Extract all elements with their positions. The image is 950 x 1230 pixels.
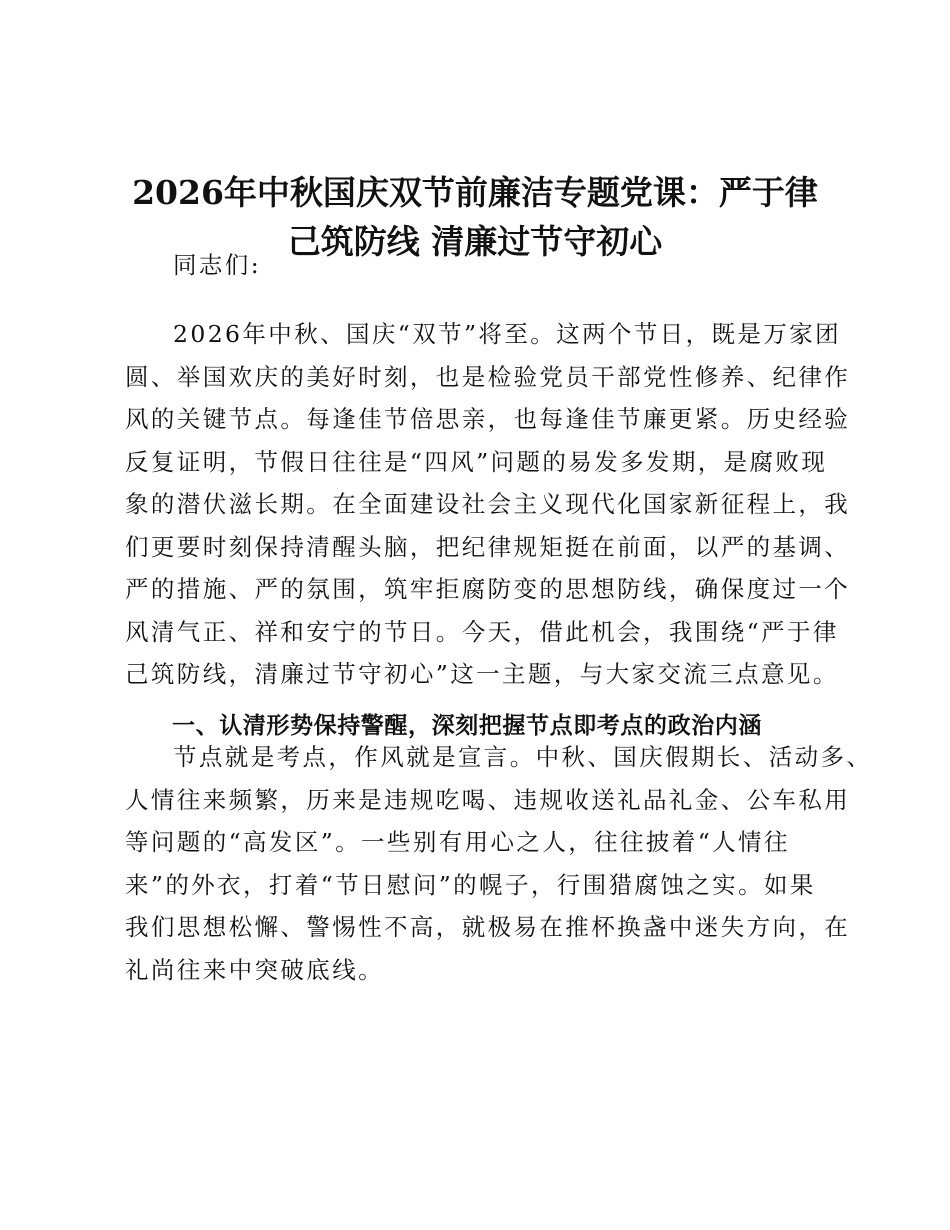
paragraph-1 <box>125 313 851 696</box>
paragraph-line: 2026年中秋、国庆“双节”将至。这两个节日，既是万家团 <box>173 320 842 348</box>
title-line-2: 己筑防线 清廉过节守初心 <box>287 222 663 261</box>
paragraph-line: 们更要时刻保持清醒头脑，把纪律规矩挺在前面，以严的基调、 <box>125 532 851 561</box>
salutation: 同志们: <box>173 251 262 279</box>
section-heading-1: 一、认清形势保持警醒，深刻把握节点即考点的政治内涵 <box>172 713 762 739</box>
paragraph-line: 己筑防线，清廉过节守初心”这一主题，与大家交流三点意见。 <box>125 660 839 688</box>
paragraph-line: 来”的外衣，打着“节日慰问”的幌子，行围猎腐蚀之实。如果 <box>125 870 816 899</box>
paragraph-line: 象的潜伏滋长期。在全面建设社会主义现代化国家新征程上，我 <box>125 490 851 518</box>
salutation-block <box>125 244 837 287</box>
paragraph-line: 严的措施、严的氛围，筑牢拒腐防变的思想防线，确保度过一个 <box>125 575 851 603</box>
title-line-1: 2026年中秋国庆双节前廉洁专题党课：严于律 <box>132 173 818 212</box>
paragraph-line: 反复证明，节假日往往是“四风”问题的易发多发期，是腐败现 <box>125 447 828 476</box>
paragraph-line: 风清气正、祥和安宁的节日。今天，借此机会，我围绕“严于律 <box>125 617 839 646</box>
paragraph-line: 礼尚往来中突破底线。 <box>125 955 384 984</box>
paragraph-line: 风的关键节点。每逢佳节倍思亲，也每逢佳节廉更紧。历史经验 <box>125 405 851 433</box>
paragraph-line: 圆、举国欢庆的美好时刻，也是检验党员干部党性修养、纪律作 <box>125 362 851 391</box>
paragraph-2 <box>125 736 873 991</box>
paragraph-line: 我们思想松懈、警惕性不高，就极易在推杯换盏中迷失方向，在 <box>125 913 851 941</box>
paragraph-line: 等问题的“高发区”。一些别有用心之人，往往披着“人情往 <box>125 828 790 856</box>
paragraph-line: 人情往来频繁，历来是违规吃喝、违规收送礼品礼金、公车私用 <box>125 785 851 814</box>
paragraph-line: 节点就是考点，作风就是宣言。中秋、国庆假期长、活动多、 <box>173 743 873 771</box>
